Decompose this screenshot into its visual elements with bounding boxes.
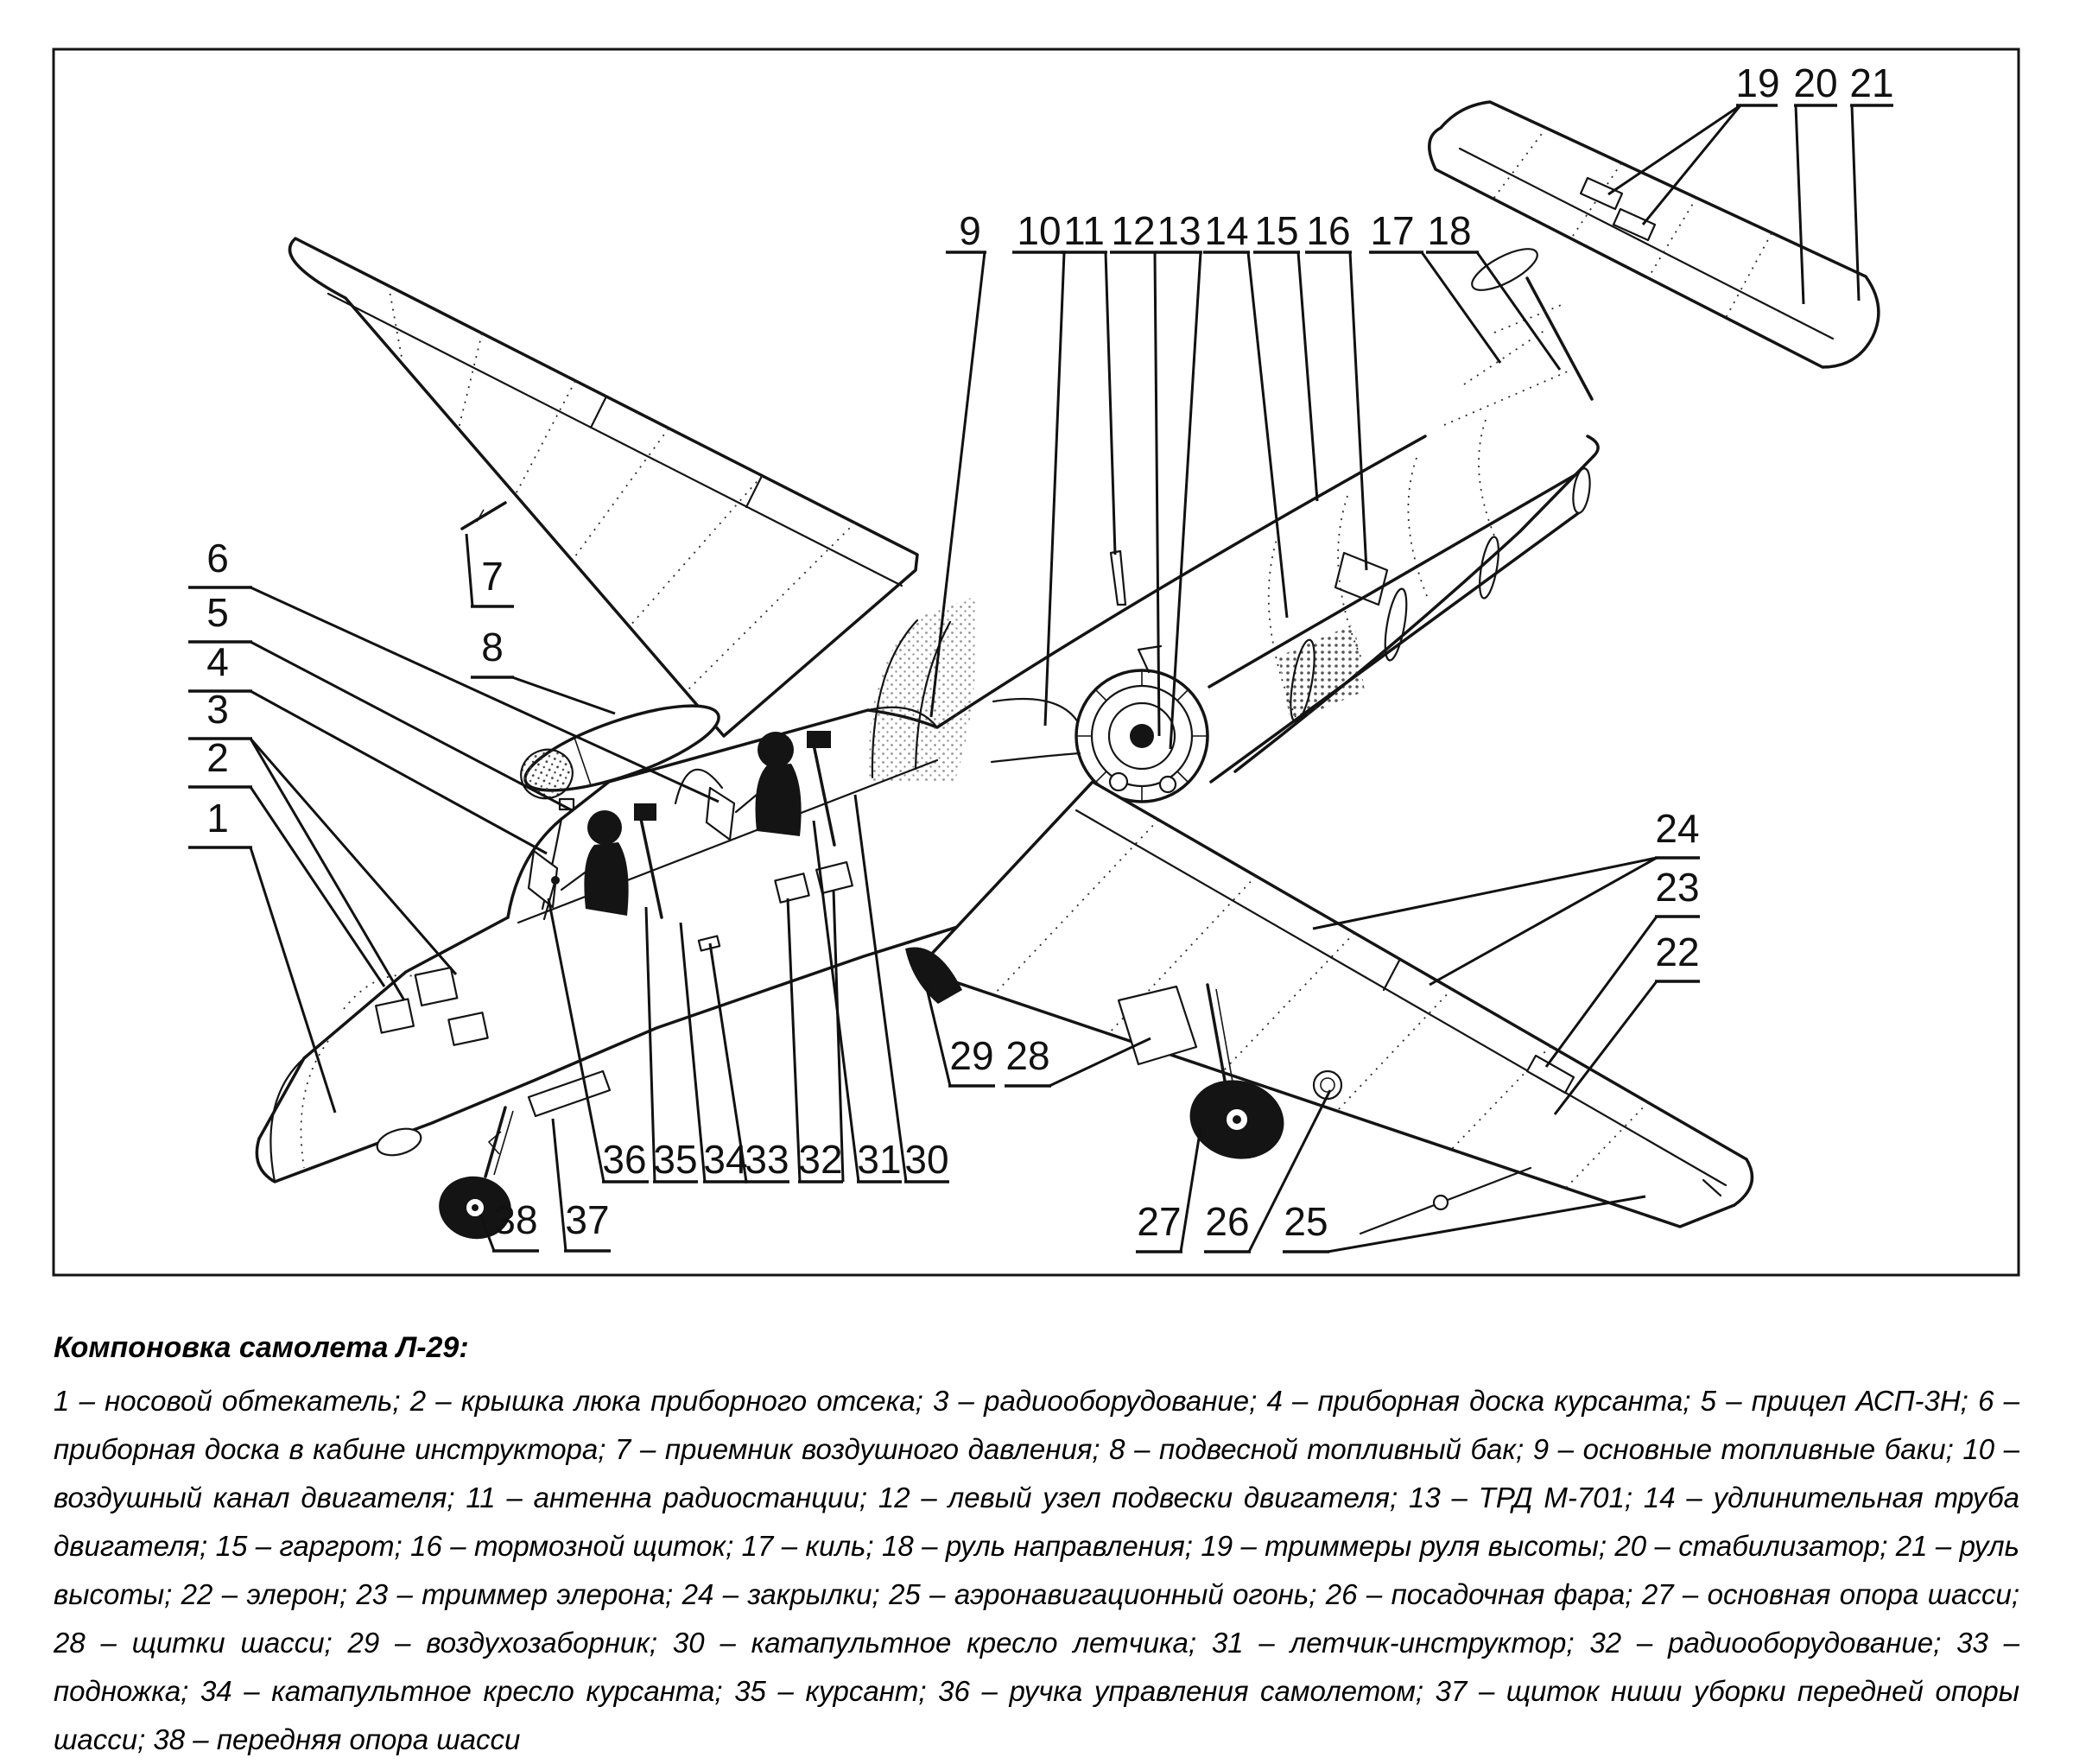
svg-text:27: 27: [1137, 1199, 1182, 1244]
svg-text:25: 25: [1284, 1199, 1328, 1244]
svg-text:29: 29: [949, 1033, 994, 1078]
svg-text:14: 14: [1204, 208, 1249, 253]
figure-title: Компоновка самолета Л-29:: [54, 1331, 469, 1364]
svg-text:21: 21: [1849, 60, 1894, 105]
svg-text:23: 23: [1655, 865, 1700, 910]
svg-text:16: 16: [1306, 208, 1351, 253]
svg-text:8: 8: [481, 625, 504, 669]
svg-text:1: 1: [206, 796, 229, 841]
svg-text:34: 34: [703, 1137, 748, 1182]
svg-text:32: 32: [798, 1137, 843, 1182]
svg-text:26: 26: [1205, 1199, 1250, 1244]
svg-text:19: 19: [1735, 60, 1780, 105]
svg-text:15: 15: [1254, 208, 1299, 253]
svg-text:3: 3: [206, 687, 229, 732]
svg-text:31: 31: [857, 1137, 902, 1182]
svg-text:12: 12: [1111, 208, 1156, 253]
svg-text:6: 6: [206, 536, 229, 581]
svg-text:33: 33: [745, 1137, 789, 1182]
svg-text:11: 11: [1063, 208, 1105, 253]
svg-text:20: 20: [1793, 60, 1838, 105]
svg-text:28: 28: [1005, 1033, 1050, 1078]
svg-text:38: 38: [493, 1197, 538, 1242]
svg-text:35: 35: [653, 1137, 698, 1182]
legend-text: 1 – носовой обтекатель; 2 – крышка люка приборного отсека; 3 – радиооборудование; 4 – приборная доска курсанта; 5 – прицел АСП-3Н; 6 – приборная доска в кабине инструктора; 7 – приемник воздушного давления; 8 – подвесной топливный бак; 9 – основные топливные баки; 10 – воздушный канал двигателя; 11 – антенна радиостанции; 12 – левый узел подвески двигателя; 13 – ТРД М-701; 14 – удлинительная труба двигателя; 15 – гаргрот; 16 – тормозной щиток; 17 – киль; 18 – руль направления; 19 – триммеры руля высоты; 20 – стабилизатор; 21 – руль высоты; 22 – элерон; 23 – триммер элерона; 24 – закрылки; 25 – аэронавигационный огонь; 26 – посадочная фара; 27 – основная опора шасси; 28 – щитки шасси; 29 – воздухозаборник; 30 – катапультное кресло летчика; 31 – летчик-инструктор; 32 – радиооборудование; 33 – подножка; 34 – катапультное кресло курсанта; 35 – курсант; 36 – ручка управления самолетом; 37 – щиток ниши уборки передней опоры шасси; 38 – передняя опора шасси: [54, 1385, 2019, 1755]
svg-text:2: 2: [206, 735, 229, 780]
svg-text:17: 17: [1370, 208, 1415, 253]
svg-text:5: 5: [206, 590, 229, 635]
svg-text:22: 22: [1655, 930, 1700, 974]
svg-text:37: 37: [565, 1197, 610, 1242]
svg-text:18: 18: [1427, 208, 1472, 253]
svg-text:13: 13: [1157, 208, 1201, 253]
svg-text:7: 7: [481, 554, 504, 599]
figure-caption: [54, 1331, 2019, 1764]
svg-text:9: 9: [959, 208, 981, 253]
svg-text:36: 36: [602, 1137, 647, 1182]
svg-text:10: 10: [1017, 208, 1062, 253]
svg-text:4: 4: [206, 639, 229, 684]
svg-text:24: 24: [1655, 806, 1700, 851]
svg-text:30: 30: [904, 1137, 949, 1182]
